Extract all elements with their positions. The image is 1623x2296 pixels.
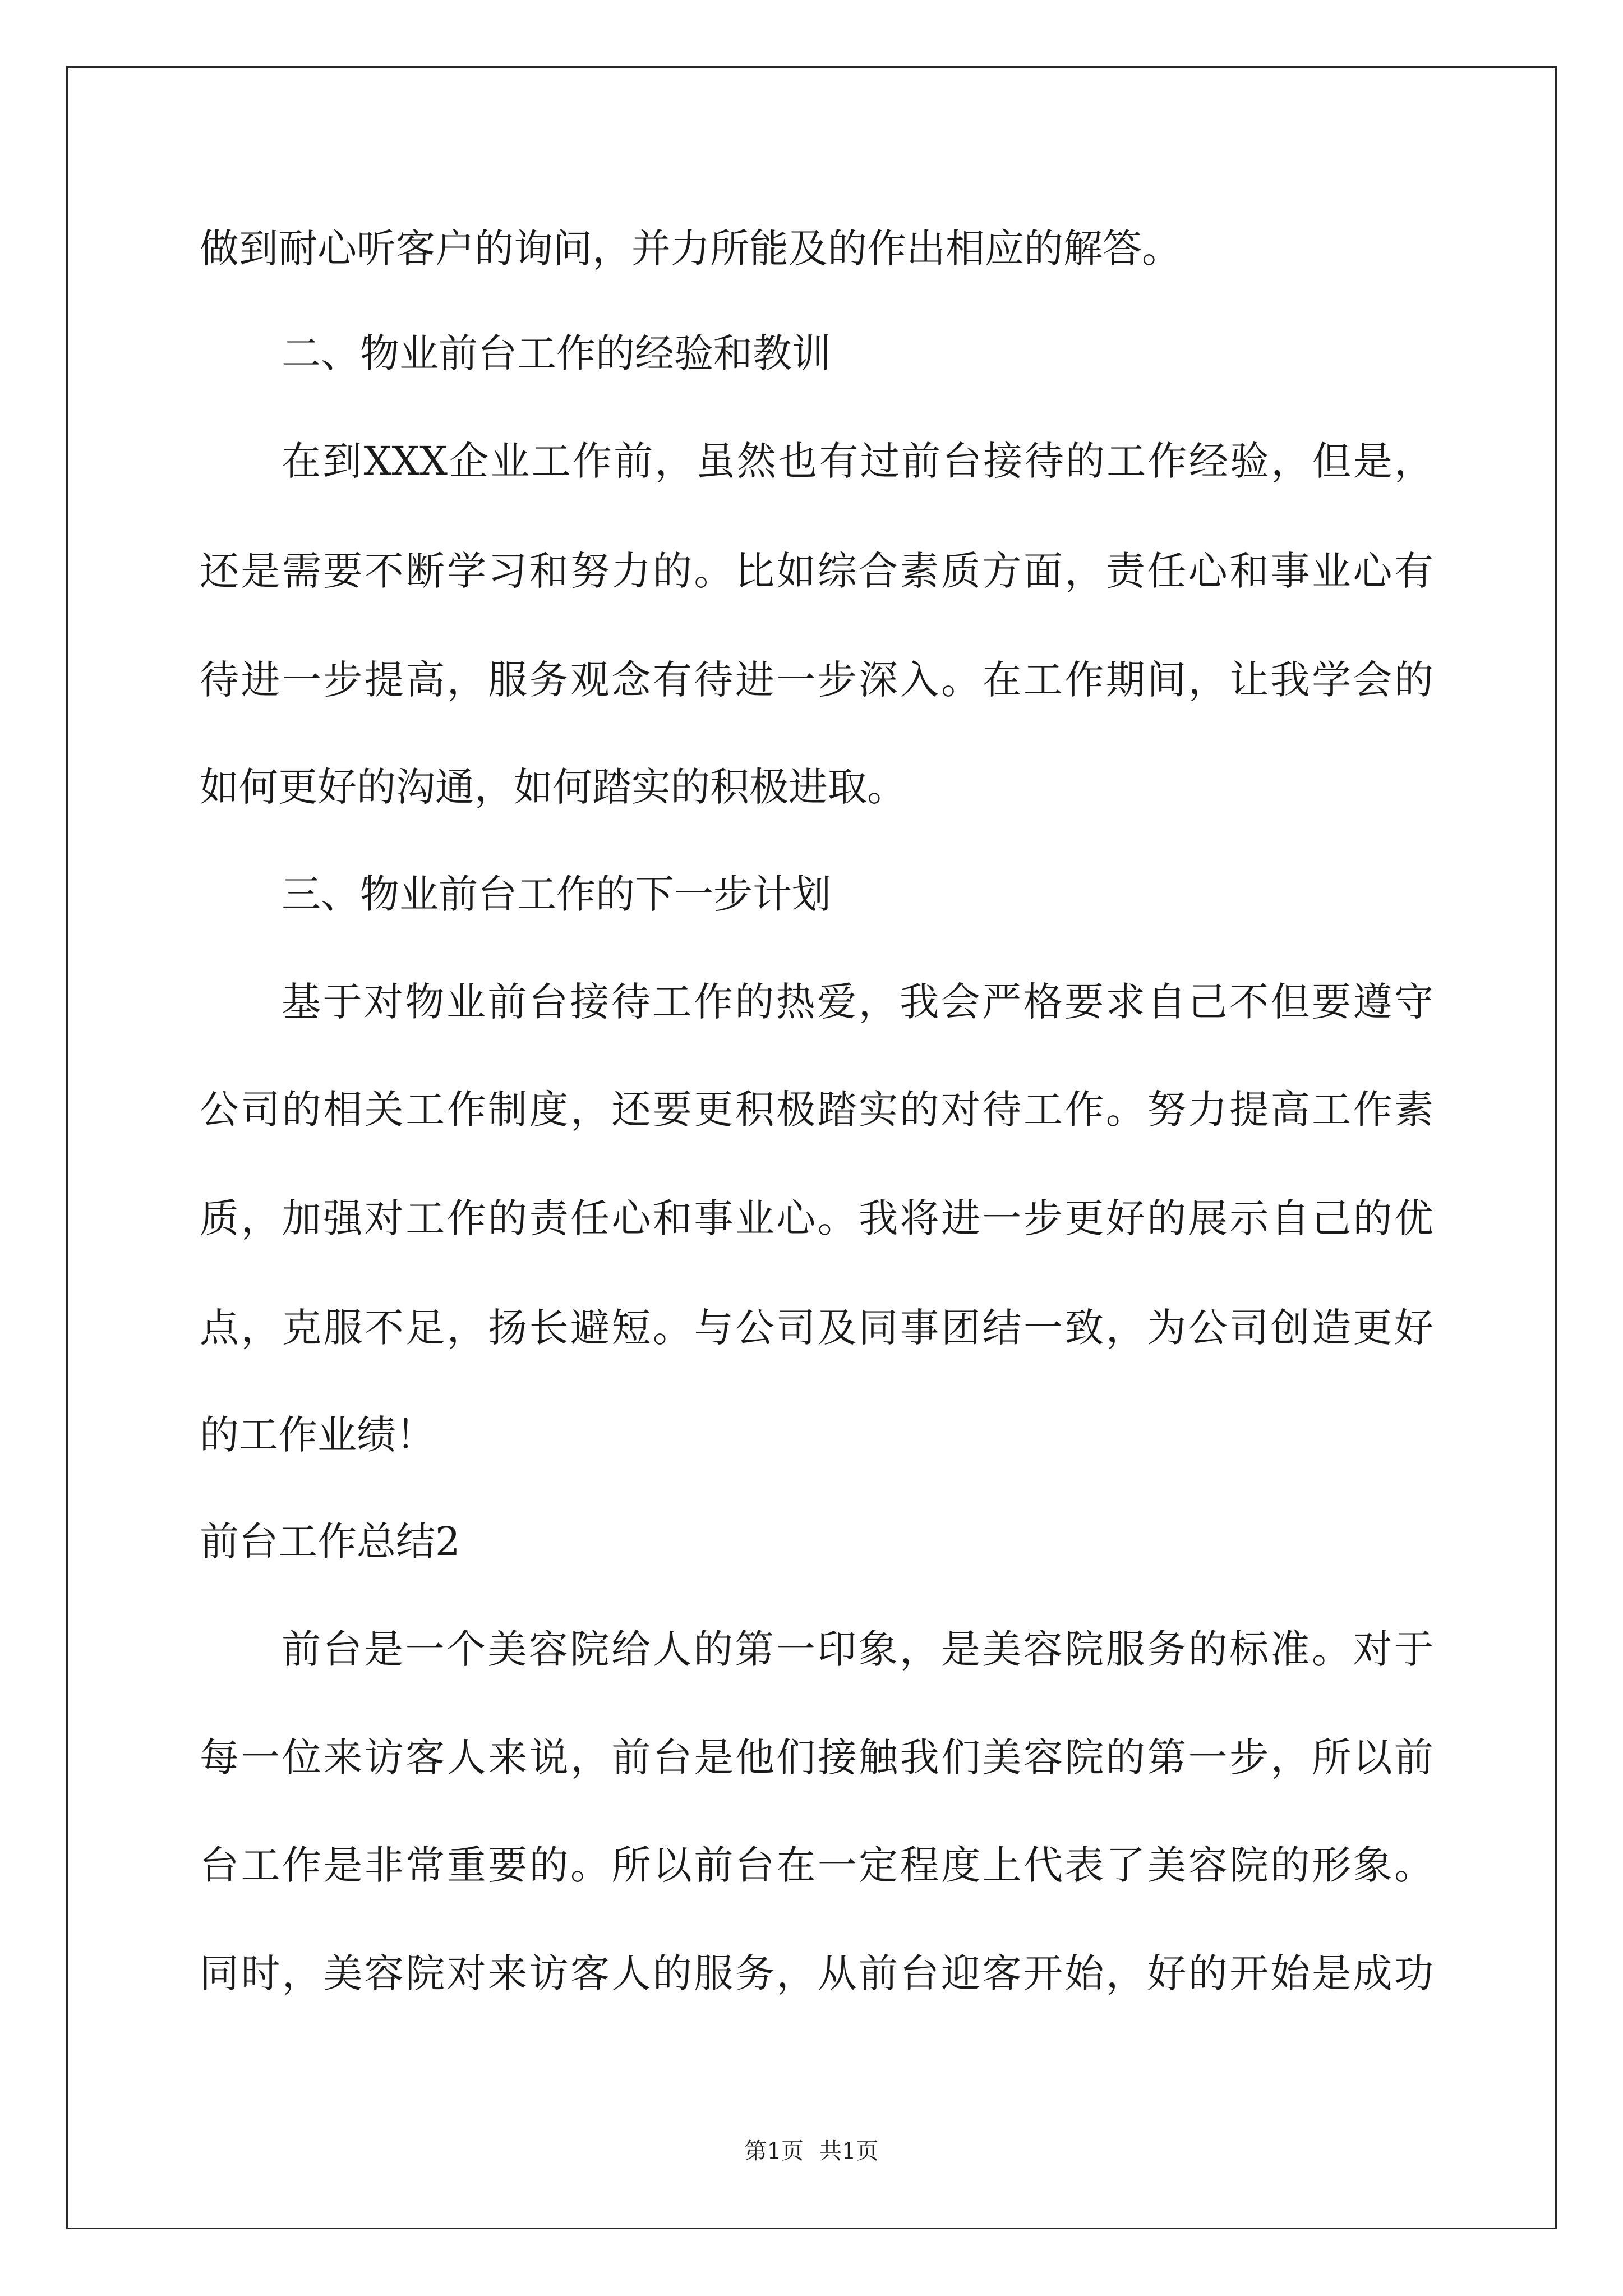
text-line: 点，克服不足，扬长避短。与公司及同事团结一致，为公司创造更好 [200,1305,1433,1351]
text-line: 台工作是非常重要的。所以前台在一定程度上代表了美容院的形象。 [200,1842,1433,1888]
page-footer [0,2132,1623,2171]
page-number: 第1页 [744,2138,804,2164]
text-line: 每一位来访客人来说，前台是他们接触我们美容院的第一步，所以前 [200,1734,1433,1780]
text-line: 公司的相关工作制度，还要更积极踏实的对待工作。努力提高工作素 [200,1087,1433,1133]
page-border [66,66,1557,2229]
section-heading: 三、物业前台工作的下一步计划 [282,871,831,917]
text-line: 做到耐心听客户的询问，并力所能及的作出相应的解答。 [200,226,1181,272]
document-title: 前台工作总结2 [200,1519,460,1565]
text-line: 还是需要不断学习和努力的。比如综合素质方面，责任心和事业心有 [200,548,1433,594]
section-heading: 二、物业前台工作的经验和教训 [282,330,831,376]
text-line: 的工作业绩！ [200,1412,435,1458]
text-line: 前台是一个美容院给人的第一印象，是美容院服务的标准。对于 [282,1626,1433,1672]
text-line: 如何更好的沟通，如何踏实的积极进取。 [200,764,906,810]
text-line: 质，加强对工作的责任心和事业心。我将进一步更好的展示自己的优 [200,1195,1433,1241]
text-line: 在到XXX企业工作前，虽然也有过前台接待的工作经验，但是， [282,438,1433,484]
text-line: 基于对物业前台接待工作的热爱，我会严格要求自己不但要遵守 [282,979,1433,1025]
text-line: 同时，美容院对来访客人的服务，从前台迎客开始，好的开始是成功 [200,1950,1433,1996]
page-total: 共1页 [819,2138,879,2164]
text-line: 待进一步提高，服务观念有待进一步深入。在工作期间，让我学会的 [200,657,1433,703]
